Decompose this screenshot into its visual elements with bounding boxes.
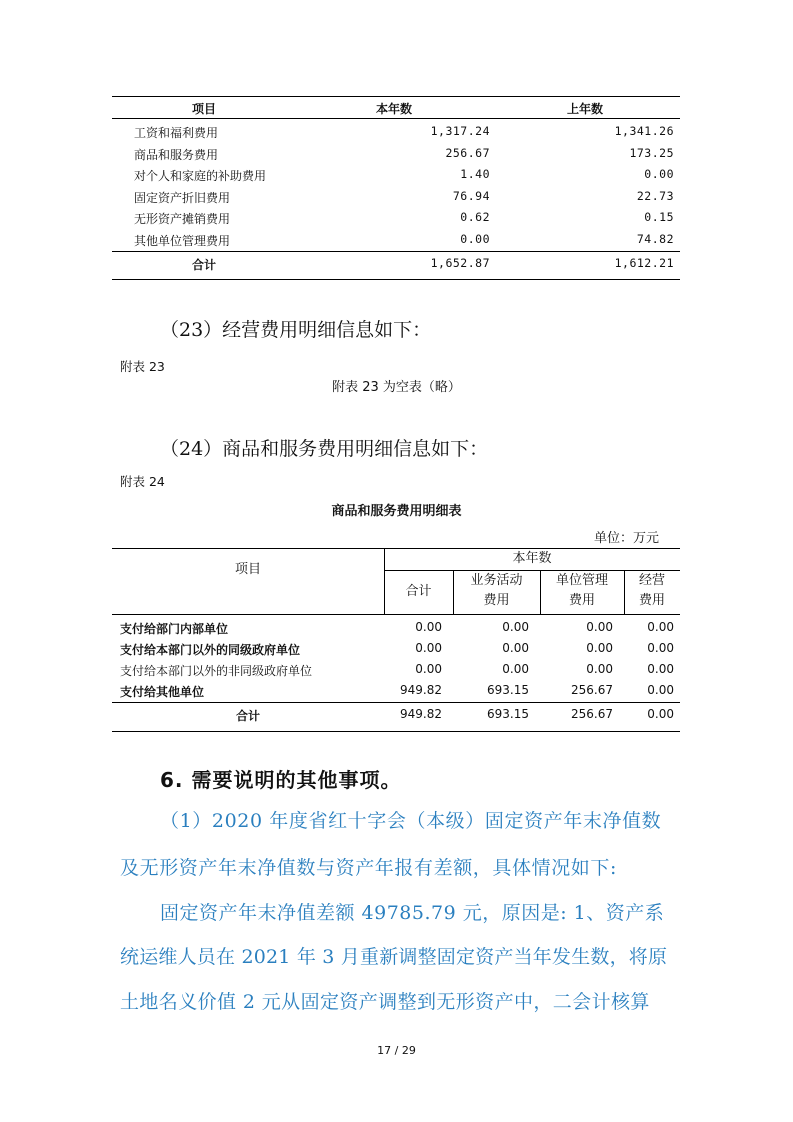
row-name: 固定资产折旧费用 (134, 191, 231, 205)
row-name: 支付给本部门以外的同级政府单位 (120, 643, 301, 657)
table2-unit: 单位：万元 (594, 531, 660, 546)
row-current: 1.40 (460, 167, 490, 181)
row-value-operating: 0.00 (647, 641, 674, 655)
row-previous: 173.25 (629, 146, 674, 160)
subcol-line: 费用 (483, 593, 510, 608)
subcol-business (453, 571, 540, 611)
subcol-operating (624, 571, 680, 611)
table-row (112, 617, 680, 638)
table1-bottom-rule (112, 279, 680, 280)
table-row (112, 121, 680, 142)
table2-title: 商品和服务费用明细表 (331, 504, 462, 519)
row-value-total: 0.00 (415, 620, 442, 634)
row-value-total: 949.82 (400, 683, 442, 697)
total-value-total: 949.82 (400, 707, 442, 721)
row-previous: 74.82 (636, 232, 674, 246)
table-total-row (112, 704, 680, 725)
total-value-operating: 0.00 (647, 707, 674, 721)
row-value-admin: 256.67 (571, 683, 613, 697)
section6-line: 及无形资产年末净值数与资产年报有差额，具体情况如下: (120, 857, 618, 879)
table2-total-rule (112, 702, 680, 703)
table1-header-rule (112, 118, 680, 119)
section6-line: 固定资产年末净值差额 49785.79 元，原因是: 1、资产系 (160, 902, 665, 924)
row-value-business: 0.00 (502, 662, 529, 676)
table2-header-rule (112, 614, 680, 615)
row-value-total: 0.00 (415, 662, 442, 676)
table-row (112, 659, 680, 680)
row-name: 工资和福利费用 (134, 126, 219, 140)
total-label: 合计 (192, 258, 217, 272)
row-name: 支付给其他单位 (120, 685, 205, 699)
section6-line: （1）2020 年度省红十字会（本级）固定资产年末净值数 (160, 810, 662, 832)
row-previous: 1,341.26 (614, 124, 674, 138)
table2-bottom-rule (112, 731, 680, 732)
table1-top-rule (112, 96, 680, 97)
total-label: 合计 (236, 709, 261, 723)
subcol-admin (540, 571, 624, 611)
table1-header-previous: 上年数 (567, 102, 604, 116)
table2-header-group: 本年数 (512, 551, 552, 566)
row-name: 支付给部门内部单位 (120, 622, 229, 636)
row-current: 76.94 (452, 189, 490, 203)
table-total-row (112, 253, 680, 274)
section23-heading: （23）经营费用明细信息如下： (160, 319, 432, 341)
section6-line: 土地名义价值 2 元从固定资产调整到无形资产中，二会计核算 (120, 991, 650, 1013)
table1-total-rule (112, 251, 680, 252)
table-row (112, 229, 680, 250)
table-row (112, 143, 680, 164)
table-row (112, 680, 680, 701)
row-value-admin: 0.00 (586, 662, 613, 676)
subcol-line: 费用 (568, 593, 595, 608)
row-value-admin: 0.00 (586, 641, 613, 655)
table1-header-item: 项目 (192, 102, 217, 116)
row-name: 商品和服务费用 (134, 148, 219, 162)
subcol-total: 合计 (405, 584, 432, 599)
table-row (112, 638, 680, 659)
table-row (112, 186, 680, 207)
row-value-business: 693.15 (487, 683, 529, 697)
row-current: 0.62 (460, 210, 490, 224)
table2-divider (384, 548, 385, 614)
table1-header-current: 本年数 (376, 102, 413, 116)
section23-note: 附表 23 为空表（略） (332, 380, 461, 395)
section24-heading: （24）商品和服务费用明细信息如下： (160, 438, 489, 460)
row-value-operating: 0.00 (647, 620, 674, 634)
row-previous: 0.15 (644, 210, 674, 224)
total-current: 1,652.87 (430, 256, 490, 270)
row-current: 0.00 (460, 232, 490, 246)
row-previous: 0.00 (644, 167, 674, 181)
page-number: 17 / 29 (377, 1044, 416, 1057)
table2-header-item: 项目 (234, 562, 261, 577)
row-value-operating: 0.00 (647, 662, 674, 676)
total-value-business: 693.15 (487, 707, 529, 721)
total-previous: 1,612.21 (614, 256, 674, 270)
subcol-line: 费用 (638, 593, 665, 608)
section23-attachment: 附表 23 (120, 359, 165, 374)
row-name: 支付给本部门以外的非同级政府单位 (120, 664, 313, 678)
row-name: 无形资产摊销费用 (134, 212, 231, 226)
section24-attachment: 附表 24 (120, 474, 165, 489)
row-current: 256.67 (445, 146, 490, 160)
row-value-total: 0.00 (415, 641, 442, 655)
subcol-line: 业务活动 (470, 573, 523, 588)
row-current: 1,317.24 (430, 124, 490, 138)
table-row (112, 207, 680, 228)
row-name: 其他单位管理费用 (134, 234, 231, 248)
table-row (112, 164, 680, 185)
row-name: 对个人和家庭的补助费用 (134, 169, 267, 183)
row-value-business: 0.00 (502, 620, 529, 634)
row-value-business: 0.00 (502, 641, 529, 655)
subcol-line: 经营 (638, 573, 665, 588)
subcol-line: 单位管理 (555, 573, 608, 588)
section6-line: 统运维人员在 2021 年 3 月重新调整固定资产当年发生数，将原 (120, 946, 668, 968)
row-value-admin: 0.00 (586, 620, 613, 634)
total-value-admin: 256.67 (571, 707, 613, 721)
row-value-operating: 0.00 (647, 683, 674, 697)
section6-heading: 6. 需要说明的其他事项。 (160, 768, 402, 792)
row-previous: 22.73 (636, 189, 674, 203)
